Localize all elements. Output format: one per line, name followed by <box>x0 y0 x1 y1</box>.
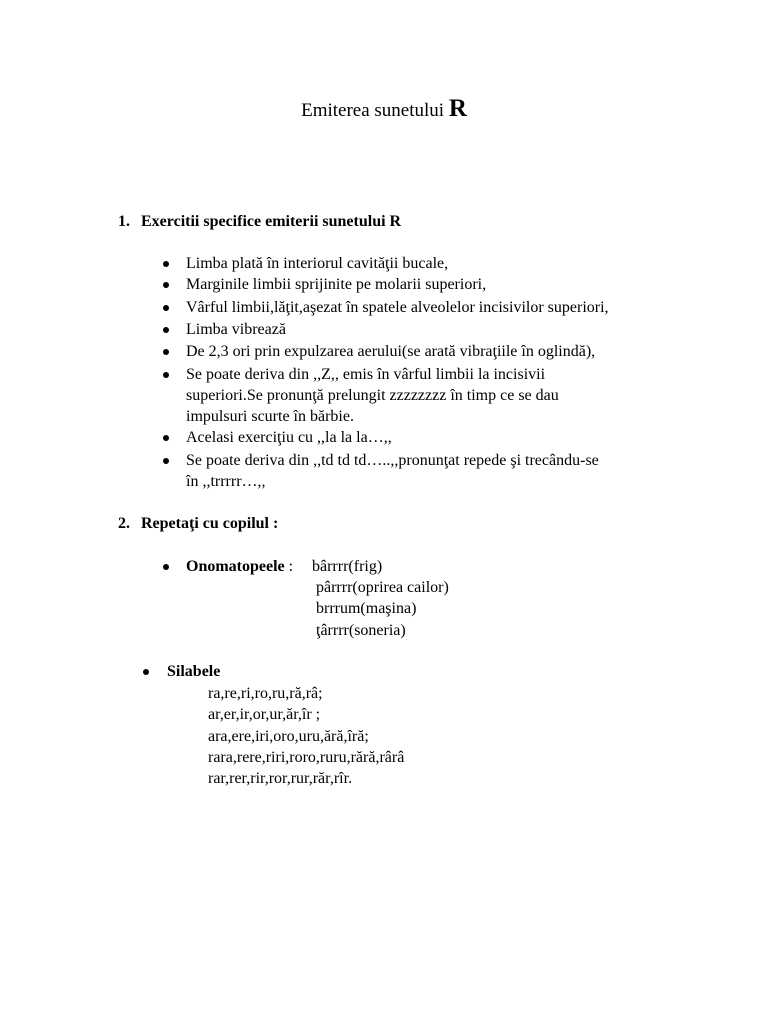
bullet-icon <box>163 305 169 311</box>
document-title <box>0 94 768 127</box>
list-item: Acelasi exerciţiu cu ,,la la la…,, <box>186 429 392 446</box>
onomatopoeia-label-row <box>186 557 293 577</box>
list-item-line: Se poate deriva din ,,td td td…..,,pronunţat repede şi trecându-se <box>186 452 599 469</box>
list-item: Marginile limbii sprijinite pe molarii superiori, <box>186 276 487 293</box>
syllables-item: rar,rer,rir,ror,rur,răr,rîr. <box>208 770 353 787</box>
onomatopoeia-item: pârrrr(oprirea cailor) <box>316 579 449 596</box>
section1-heading: Exercitii specifice emiterii sunetului R <box>141 213 402 230</box>
section1-number: 1. <box>118 213 130 230</box>
bullet-icon <box>163 458 169 464</box>
list-item: De 2,3 ori prin expulzarea aerului(se arată vibraţiile în oglindă), <box>186 343 596 360</box>
syllables-label: Silabele <box>167 663 221 680</box>
onomatopoeia-label: Onomatopeele <box>186 558 285 575</box>
onomatopoeia-separator: : <box>288 558 294 575</box>
syllables-item: ar,er,ir,or,ur,ăr,îr ; <box>208 706 321 723</box>
list-item: Limba plată în interiorul cavităţii bucale, <box>186 255 449 272</box>
section2-heading: Repetaţi cu copilul : <box>141 515 279 532</box>
syllables-item: ra,re,ri,ro,ru,ră,râ; <box>208 685 323 702</box>
list-item: Vârful limbii,lăţit,aşezat în spatele alveolelor incisivilor superiori, <box>186 299 609 316</box>
syllables-item: rara,rere,riri,roro,ruru,rără,rârâ <box>208 749 405 766</box>
list-item-line: impulsuri scurte în bărbie. <box>186 408 354 425</box>
title-text: Emiterea sunetului <box>301 100 449 121</box>
bullet-icon <box>163 327 169 333</box>
bullet-icon <box>143 669 149 675</box>
bullet-icon <box>163 372 169 378</box>
list-item: Limba vibrează <box>186 321 286 338</box>
syllables-item: ara,ere,iri,oro,uru,ără,îră; <box>208 728 369 745</box>
onomatopoeia-item: ţârrrr(soneria) <box>316 622 406 639</box>
bullet-icon <box>163 261 169 267</box>
bullet-icon <box>163 435 169 441</box>
section2-number: 2. <box>118 515 130 532</box>
onomatopoeia-item: brrrum(maşina) <box>316 600 417 617</box>
list-item-line: superiori.Se pronunţă prelungit zzzzzzzz în timp ce se dau <box>186 387 559 404</box>
bullet-icon <box>163 282 169 288</box>
bullet-icon <box>163 349 169 355</box>
bullet-icon <box>163 564 169 570</box>
onomatopoeia-item: bârrrr(frig) <box>312 558 383 575</box>
title-letter: R <box>448 95 467 122</box>
list-item-line: Se poate deriva din ,,Z,, emis în vârful limbii la incisivii <box>186 366 546 383</box>
list-item-line: în ,,trrrrr…,, <box>186 473 266 490</box>
